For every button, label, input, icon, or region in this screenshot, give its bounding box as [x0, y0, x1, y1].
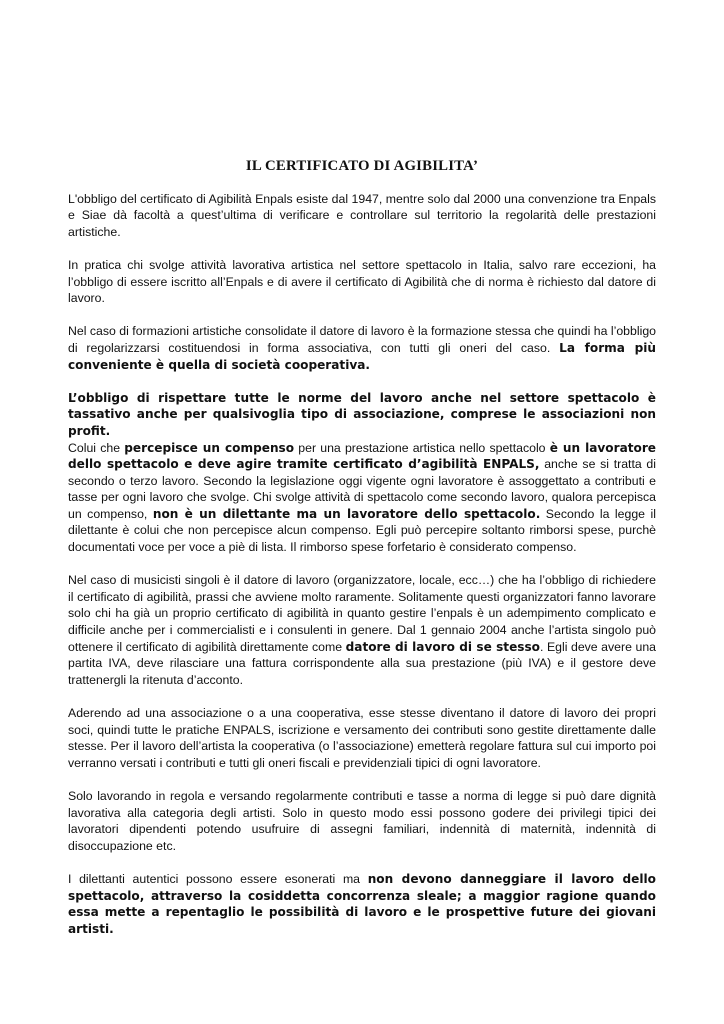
paragraph-compensation: [68, 440, 656, 556]
text-run: I dilettanti autentici possono essere esonerati ma: [68, 871, 368, 886]
text-run: Aderendo ad una associazione o a una cooperativa, esse stesse diventano il datore di lavoro dei propri soci, quindi tutte le pratiche ENPALS, iscrizione e versamento dei contributi sono gestite direttamente dalle stesse. Per il lavoro dell’artista la cooperativa (o l’associazione) emetterà regolare fattura sul cui importo poi verranno versati i contributi e tutti gli oneri fiscali e previdenziali tipici di ogni lavoratore.: [68, 706, 656, 770]
bold-text-run: non devono danneggiare il lavoro dello spettacolo, attraverso la cosiddetta concorrenza sleale; a maggior ragione quando essa mette a repentaglio le possibilità di lavoro e le prospettive future dei giovani artisti.: [68, 871, 656, 936]
paragraph-single-musicians: [68, 572, 656, 688]
text-run: Nel caso di formazioni artistiche consolidate il datore di lavoro è la formazione stessa che quindi ha l’obbligo di regolarizzarsi costituendosi in forma associativa, con tutti gli oneri del caso.: [68, 324, 656, 355]
text-run: Colui che: [68, 440, 125, 455]
bold-text-run: L’obbligo di rispettare tutte le norme del lavoro anche nel settore spettacolo è tassativo anche per qualsivoglia tipo di associazione, comprese le associazioni non profit.: [68, 390, 656, 438]
bold-text-run: è un lavoratore dello spettacolo e deve agire tramite certificato d’agibilità ENPALS,: [68, 440, 656, 472]
text-run: Secondo la legge il dilettante è colui che non percepisce alcun compenso. Egli può percepire soltanto rimborsi spese, purchè documentati voce per voce a piè di lista. Il rimborso spese forfetario è considerato compenso.: [68, 506, 656, 555]
text-run: . Egli deve avere una partita IVA, deve rilasciare una fattura corrispondente alla sua prestazione (più IVA) e il gestore deve trattenergli la ritenuta d’acconto.: [68, 639, 656, 687]
text-run: Solo lavorando in regola e versando regolarmente contributi e tasse a norma di legge si può dare dignità lavorativa alla categoria degli artisti. Solo in questo modo essi possono godere dei privilegi tipici dei lavoratori dipendenti potendo usufruire di assegni familiari, indennità di maternità, indennità di disoccupazione etc.: [68, 788, 656, 853]
bold-text-run: percepisce un compenso: [124, 440, 295, 455]
paragraph-practice: [68, 257, 656, 307]
bold-text-run: non è un dilettante ma un lavoratore dello spettacolo.: [152, 506, 541, 521]
paragraph-obligation: [68, 390, 656, 440]
text-run: per una prestazione artistica nello spettacolo: [294, 440, 550, 455]
paragraph-dignity: [68, 788, 656, 854]
text-run: L'obbligo del certificato di Agibilità Enpals esiste dal 1947, mentre solo dal 2000 una convenzione tra Enpals e Siae dà facoltà a quest’ultima di verificare e controllare sul territorio la regolarità delle prestazioni artistiche.: [68, 191, 656, 239]
document-page: [68, 158, 656, 954]
paragraph-association: [68, 705, 656, 771]
paragraph-amateurs: [68, 871, 656, 937]
paragraph-intro: [68, 191, 656, 241]
document-title: IL CERTIFICATO DI AGIBILITA’: [245, 158, 479, 174]
text-run: In pratica chi svolge attività lavorativa artistica nel settore spettacolo in Italia, salvo rare eccezioni, ha l’obbligo di essere iscritto all’Enpals e di avere il certificato di Agibilità che di norma è richiesto dal datore di lavoro.: [68, 257, 656, 306]
text-run: anche se si tratta di secondo o terzo lavoro. Secondo la legislazione oggi vigente ogni lavoratore è assoggettato a contributi e tasse per ogni lavoro che svolge. Chi svolge attività di spettacolo come secondo lavoro, qualora percepisca un compenso,: [68, 457, 656, 521]
bold-text-run: datore di lavoro di se stesso: [345, 639, 540, 654]
text-run: Nel caso di musicisti singoli è il datore di lavoro (organizzatore, locale, ecc…) che ha l’obbligo di richiedere il certificato di agibilità, prassi che avviene molto raramente. Solitamente questi organizzatori fanno lavorare solo chi ha già un proprio certificato di agibilità in quanto gestire l’enpals è un adempimento complicato e difficile anche per i commercialisti e i consulenti in genere. Dal 1 gennaio 2004 anche l’artista singolo può ottenere il certificato di agibilità direttamente come: [68, 573, 656, 654]
paragraph-formations: [68, 323, 656, 373]
bold-text-run: La forma più conveniente è quella di società cooperativa.: [68, 340, 657, 372]
